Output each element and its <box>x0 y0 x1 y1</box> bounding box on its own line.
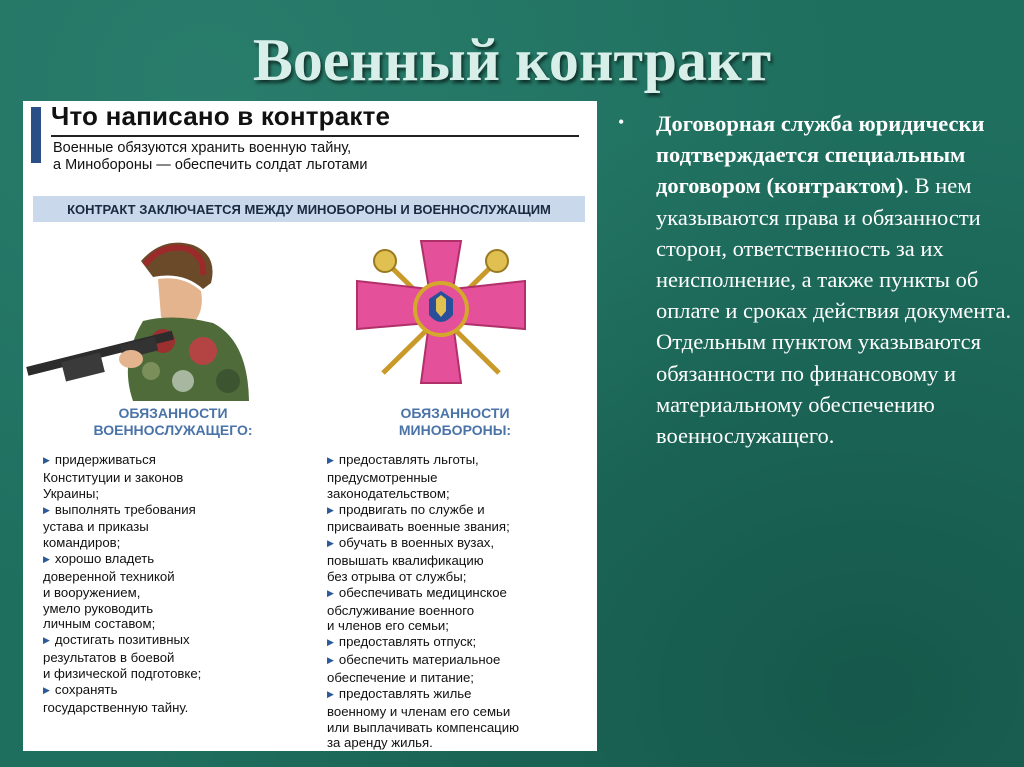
list-item: ▶ выполнять требования устава и приказы командиров; <box>43 502 288 552</box>
contract-poster <box>23 101 597 751</box>
list-item: ▶ обучать в военных вузах, повышать квалификацию без отрыва от службы; <box>327 535 589 585</box>
list-item: ▶ предоставлять жилье военному и членам его семьи или выплачивать компенсацию за аренду жилья. <box>327 686 589 751</box>
poster-heading: Что написано в контракте <box>51 101 391 131</box>
contract-description-rest: . В нем указываются права и обязанности сторон, ответственность за их неисполнение, а также пункты об оплате и сроках действия документа. Отдельным пунктом указываются обязанности по финансовому и материальному обеспечению военнослужащего. <box>656 173 1012 449</box>
list-item: ▶ сохранять государственную тайну. <box>43 682 288 716</box>
poster-divider <box>51 135 579 137</box>
contract-parties-band: КОНТРАКТ ЗАКЛЮЧАЕТСЯ МЕЖДУ МИНОБОРОНЫ И ВОЕННОСЛУЖАЩИМ <box>33 196 585 222</box>
list-item: ▶ обеспечить материальное обеспечение и питание; <box>327 652 589 686</box>
serviceman-duties-heading: ОБЯЗАННОСТИ ВОЕННОСЛУЖАЩЕГО: <box>93 405 253 438</box>
ministry-emblem-illustration <box>349 233 533 393</box>
list-item: ▶ придерживаться Конституции и законов Украины; <box>43 452 288 502</box>
ministry-duties-list <box>327 452 589 751</box>
list-item: ▶ предоставлять льготы, предусмотренные законодательством; <box>327 452 589 502</box>
list-item: ▶ продвигать по службе и присваивать военные звания; <box>327 502 589 536</box>
poster-subtitle: Военные обязуются хранить военную тайну, а Минобороны — обеспечить солдат льготами <box>53 140 368 173</box>
slide-title: Военный контракт <box>252 27 772 93</box>
list-item: ▶ достигать позитивных результатов в боевой и физической подготовке; <box>43 632 288 682</box>
serviceman-duties-list <box>43 452 288 716</box>
contract-description-bold: Договорная служба юридически подтверждается специальным договором (контрактом) <box>656 111 985 199</box>
list-item: ▶ хорошо владеть доверенной техникой и вооружением, умело руководить личным составом; <box>43 551 288 632</box>
list-item: ▶ обеспечивать медицинское обслуживание военного и членов его семьи; <box>327 585 589 635</box>
bullet-dot-icon: • <box>618 112 625 132</box>
list-item: ▶ предоставлять отпуск; <box>327 634 589 652</box>
poster-accent-bar <box>31 107 41 163</box>
soldier-illustration <box>23 231 273 406</box>
contract-description <box>656 108 1018 451</box>
ministry-duties-heading: ОБЯЗАННОСТИ МИНОБОРОНЫ: <box>398 405 512 438</box>
